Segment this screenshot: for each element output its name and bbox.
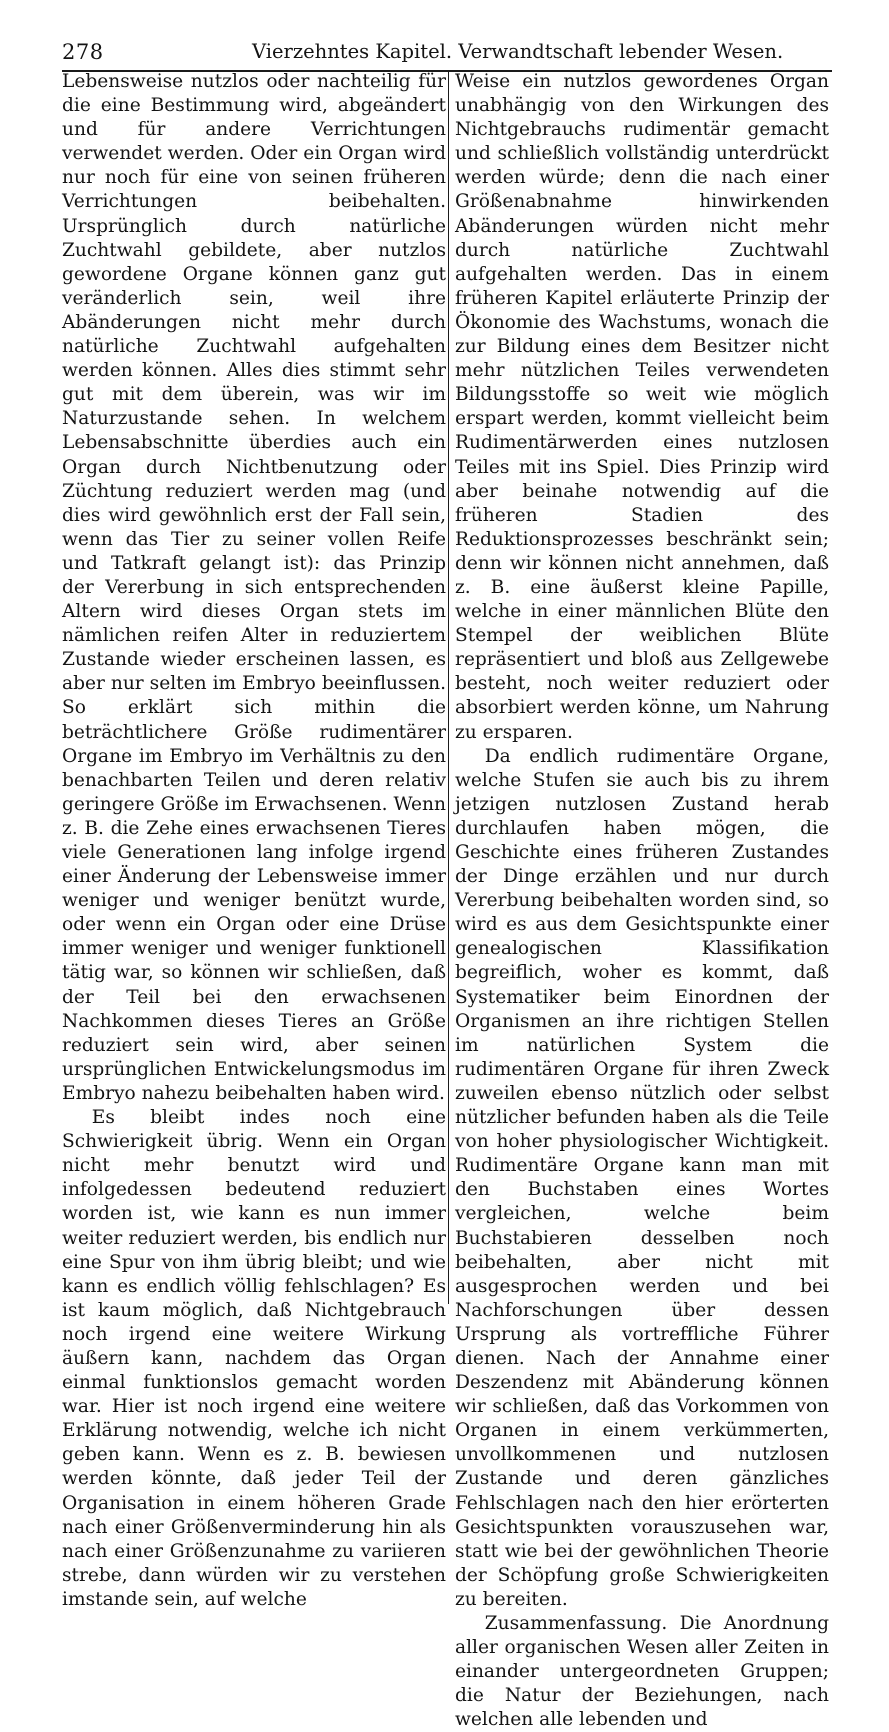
left-column xyxy=(62,70,446,1610)
running-head: Vierzehntes Kapitel. Verwandtschaft lebender Wesen. xyxy=(252,40,784,63)
right-column xyxy=(455,70,829,1731)
paragraph: Da endlich rudimentäre Organe, welche Stufen sie auch bis zu ihrem jetzigen nutzlosen Zustand herab durchlaufen haben mögen, die Geschichte eines früheren Zustandes der Dinge erzählen und nur durch Vererbung beibehalten worden sind, so wird es aus dem Gesichtspunkte einer genealogischen Klassifikation begreiflich, woher es kommt, daß Systematiker beim Einordnen der Organismen an ihre richtigen Stellen im natürlichen System die rudimentären Organe für ihren Zweck zuweilen ebenso nützlich oder selbst nützlicher befunden haben als die Teile von hoher physiologischer Wichtigkeit. Rudimentäre Organe kann man mit den Buchstaben eines Wortes vergleichen, welche beim Buchstabieren desselben noch beibehalten, aber nicht mit ausgesprochen werden und bei Nachforschungen über dessen Ursprung als vortreffliche Führer dienen. Nach der Annahme einer Deszendenz mit Abänderung können wir schließen, daß das Vorkommen von Organen in einem verkümmerten, unvollkommenen und nutzlosen Zustande und deren gänzliches Fehlschlagen nach den hier erörterten Gesichtspunkten vorauszusehen war, statt wie bei der gewöhnlichen Theorie der Schöpfung große Schwierigkeiten zu bereiten. xyxy=(455,745,829,1610)
page-header xyxy=(62,34,830,68)
paragraph: Es bleibt indes noch eine Schwierigkeit übrig. Wenn ein Organ nicht mehr benutzt wird und infolgedessen bedeutend reduziert worden ist, wie kann es nun immer weiter reduziert werden, bis endlich nur eine Spur von ihm übrig bleibt; und wie kann es endlich völlig fehlschlagen? Es ist kaum möglich, daß Nichtgebrauch noch irgend eine weitere Wirkung äußern kann, nachdem das Organ einmal funktionslos gemacht worden war. Hier ist noch irgend eine weitere Erklärung notwendig, welche ich nicht geben kann. Wenn es z. B. bewiesen werden könnte, daß jeder Teil der Organisation in einem höheren Grade nach einer Größenverminderung hin als nach einer Größenzunahme zu variieren strebe, dann würden wir zu verstehen imstande sein, auf welche xyxy=(62,1107,446,1610)
page-number: 278 xyxy=(62,40,104,64)
paragraph: Zusammenfassung. Die Anordnung aller organischen Wesen aller Zeiten in einander untergeordneten Gruppen; die Natur der Beziehungen, nach welchen alle lebenden und xyxy=(455,1613,829,1731)
column-divider xyxy=(448,72,449,1304)
paragraph: Lebensweise nutzlos oder nachteilig für die eine Bestimmung wird, abgeändert und für andere Verrichtungen verwendet werden. Oder ein Organ wird nur noch für eine von seinen früheren Verrichtungen beibehalten. Ursprünglich durch natürliche Zuchtwahl gebildete, aber nutzlos gewordene Organe können ganz gut veränderlich sein, weil ihre Abänderungen nicht mehr durch natürliche Zuchtwahl aufgehalten werden können. Alles dies stimmt sehr gut mit dem überein, was wir im Naturzustande sehen. In welchem Lebensabschnitte überdies auch ein Organ durch Nichtbenutzung oder Züchtung reduziert werden mag (und dies wird gewöhnlich erst der Fall sein, wenn das Tier zu seiner vollen Reife und Tatkraft gelangt ist): das Prinzip der Vererbung in sich entsprechenden Altern wird dieses Organ stets im nämlichen reifen Alter in reduziertem Zustande wieder erscheinen lassen, es aber nur selten im Embryo beeinflussen. So erklärt sich mithin die beträchtlichere Größe rudimentärer Organe im Embryo im Verhältnis zu den benachbarten Teilen und deren relativ geringere Größe im Erwachsenen. Wenn z. B. die Zehe eines erwachsenen Tieres viele Generationen lang infolge irgend einer Änderung der Lebensweise immer weniger und weniger benützt wurde, oder wenn ein Organ oder eine Drüse immer weniger und weniger funktionell tätig war, so können wir schließen, daß der Teil bei den erwachsenen Nachkommen dieses Tieres an Größe reduziert sein wird, aber seinen ursprünglichen Entwickelungsmodus im Embryo nahezu beibehalten haben wird. xyxy=(62,71,446,1104)
paragraph: Weise ein nutzlos gewordenes Organ unabhängig von den Wirkungen des Nichtgebrauchs rudimentär gemacht und schließlich vollständig unterdrückt werden würde; denn die nach einer Größenabnahme hinwirkenden Abänderungen würden nicht mehr durch natürliche Zuchtwahl aufgehalten werden. Das in einem früheren Kapitel erläuterte Prinzip der Ökonomie des Wachstums, wonach die zur Bildung eines dem Besitzer nicht mehr nützlichen Teiles verwendeten Bildungsstoffe so weit wie möglich erspart werden, kommt vielleicht beim Rudimentärwerden eines nutzlosen Teiles mit ins Spiel. Dies Prinzip wird aber beinahe notwendig auf die früheren Stadien des Reduktionsprozesses beschränkt sein; denn wir können nicht annehmen, daß z. B. eine äußerst kleine Papille, welche in einer männlichen Blüte den Stempel der weiblichen Blüte repräsentiert und bloß aus Zellgewebe besteht, noch weiter reduziert oder absorbiert werden könne, um Nahrung zu ersparen. xyxy=(455,71,829,743)
